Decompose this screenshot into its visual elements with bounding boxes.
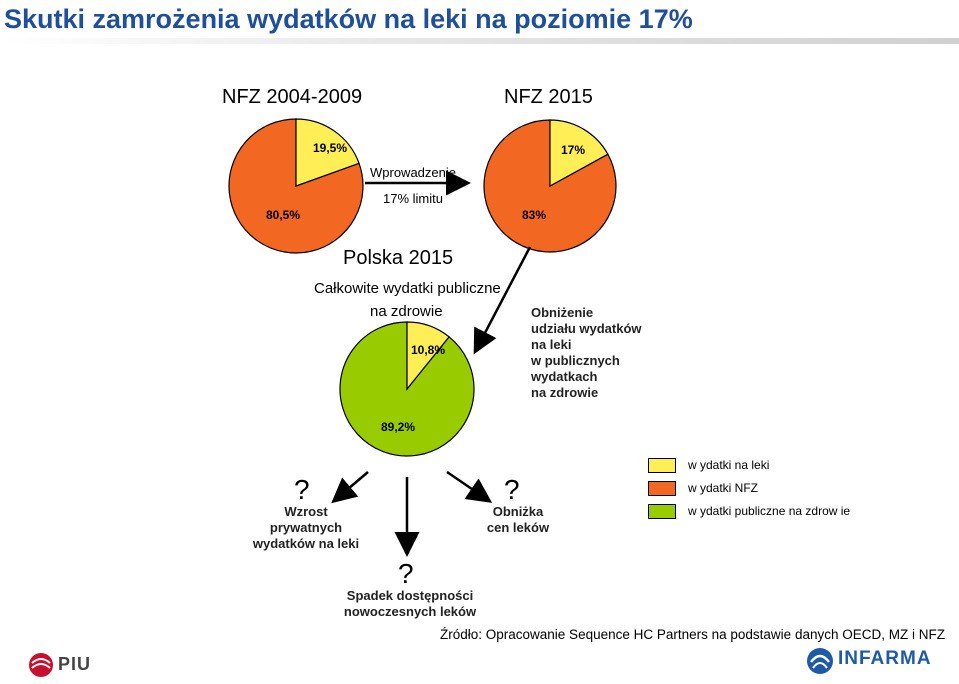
pie-heading-polska-2015: Polska 2015: [343, 247, 454, 269]
pie-label-nfz-share: 80,5%: [266, 208, 301, 222]
legend-item: w ydatki NFZ: [648, 478, 850, 498]
arrow-label-line2: 17% limitu: [383, 191, 443, 206]
pie-chart-nfz-2015: [484, 120, 616, 252]
pie-label-drug-share: 19,5%: [313, 141, 348, 155]
legend-item: w ydatki publiczne na zdrow ie: [648, 501, 850, 521]
question-mark: ?: [504, 474, 520, 505]
page-title: Skutki zamrożenia wydatków na leki na poziomie 17%: [4, 4, 693, 34]
pie-label-drug-share: 10,8%: [411, 343, 446, 357]
pie-chart-nfz-2004-2009: [229, 119, 363, 253]
logo-piu: PIU: [58, 654, 92, 674]
pie-heading-nfz-2004-2009: NFZ 2004-2009: [222, 86, 363, 108]
effect-price-cut: ? Obniżka cen leków: [480, 476, 556, 536]
legend: [648, 455, 850, 521]
effect-private-spending: ? Wzrost prywatnych wydatków na leki: [246, 476, 366, 552]
reduction-note: Obniżenie udziału wydatków na leki w publicznych wydatkach na zdrowie: [531, 305, 642, 400]
legend-item: w ydatki na leki: [648, 455, 850, 475]
pie-chart-polska-2015: [340, 322, 474, 456]
arrow-to-polska: [476, 247, 530, 350]
question-mark: ?: [294, 474, 310, 505]
pie-heading-nfz-2015: NFZ 2015: [504, 86, 593, 108]
pie-label-public-share: 89,2%: [381, 420, 416, 434]
logo-infarma: INFARMA: [838, 648, 932, 669]
pie-label-nfz-share: 83%: [522, 208, 547, 222]
legend-swatch-nfz: [648, 481, 676, 496]
arrow-label-line1: Wprowadzenie: [370, 165, 456, 180]
legend-swatch-public: [648, 504, 676, 519]
source-note: Źródło: Opracowanie Sequence HC Partners na podstawie danych OECD, MZ i NFZ: [440, 627, 945, 642]
pie-subheading-line2: na zdrowie: [370, 303, 443, 320]
legend-swatch-drugs: [648, 458, 676, 473]
piu-logo-icon: [29, 653, 53, 677]
pie-subheading-line1: Całkowite wydatki publiczne: [314, 280, 501, 297]
effect-access: ? Spadek dostępności nowoczesnych leków: [340, 560, 480, 620]
infarma-logo-icon: [807, 648, 833, 674]
question-mark: ?: [398, 558, 414, 589]
pie-label-drug-share: 17%: [561, 143, 586, 157]
